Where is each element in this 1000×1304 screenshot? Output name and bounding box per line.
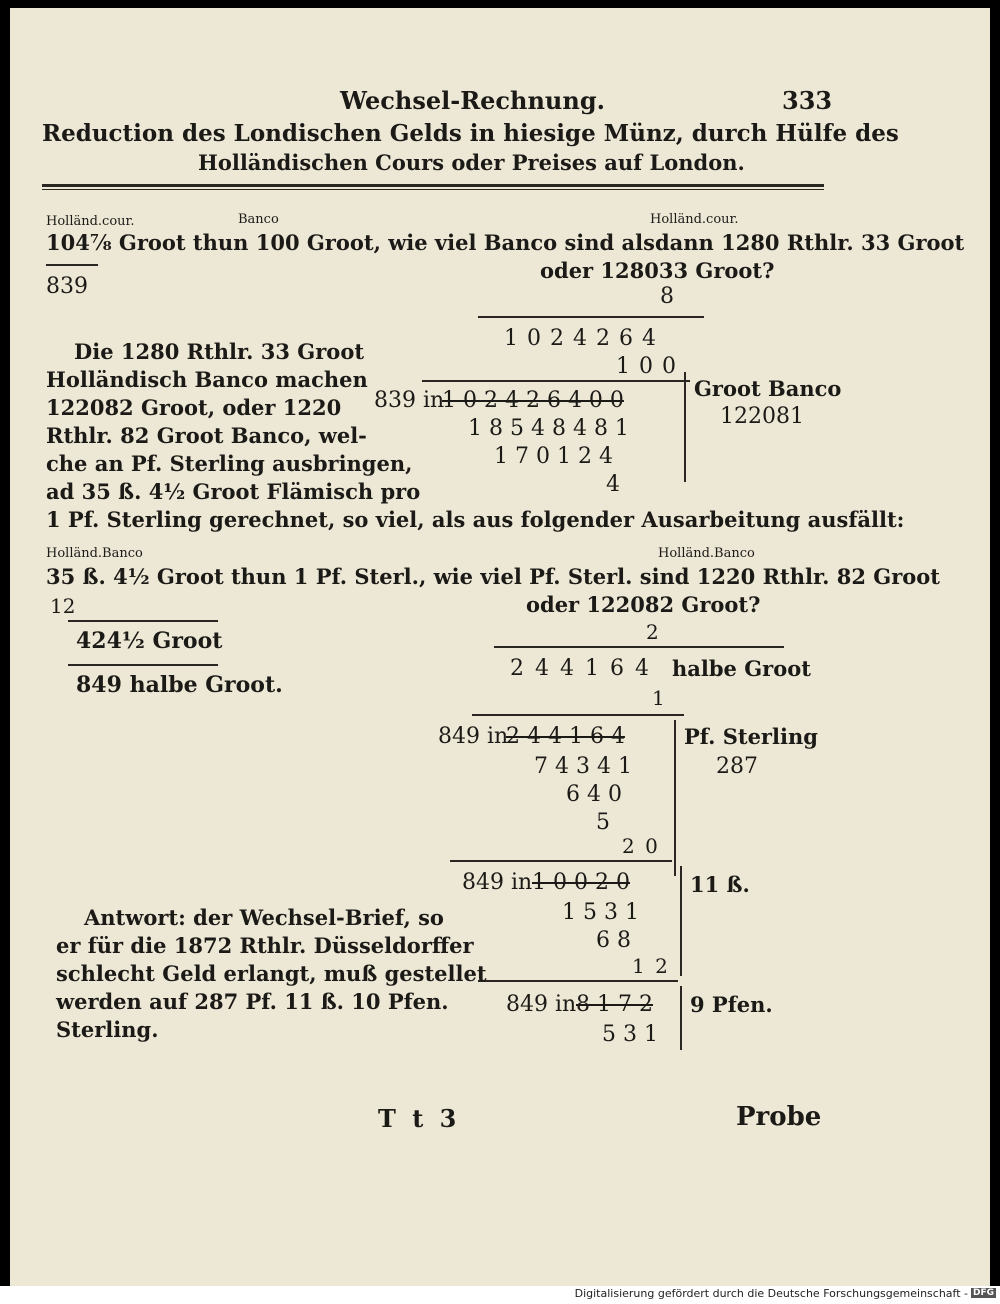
- para-line: 122082 Groot, oder 1220: [46, 395, 342, 420]
- label-hollaend-banco: Holländ.Banco: [46, 546, 143, 561]
- ex1-product: 1 0 2 4 2 6 4: [504, 326, 657, 351]
- ex2-rule-b: [68, 664, 218, 666]
- ex2-d2-row1: 1 0 0 2 0: [532, 870, 630, 895]
- ex2-d1-row3: 6 4 0: [566, 782, 622, 807]
- running-title: Wechsel-Rechnung.: [340, 86, 605, 115]
- ex2-d3-row2: 5 3 1: [602, 1022, 658, 1047]
- header-rule-thin: [42, 189, 824, 190]
- dfg-logo: DFG: [972, 1288, 994, 1298]
- ex2-product: 2 4 4 1 6 4: [510, 656, 651, 681]
- answer-line: er für die 1872 Rthlr. Düsseldorffer: [56, 933, 474, 958]
- ex2-question-cont: oder 122082 Groot?: [526, 592, 761, 617]
- ex1-div-row3: 1 7 0 1 2 4: [494, 444, 613, 469]
- ex2-twelve: 1 2: [632, 954, 670, 978]
- ex1-answer-label: Groot Banco: [694, 376, 842, 401]
- ex1-paragraph: [46, 338, 904, 534]
- ex2-question: 35 ß. 4½ Groot thun 1 Pf. Sterl., wie viel Pf. Sterl. sind 1220 Rthlr. 82 Groot: [46, 564, 940, 589]
- ex2-rule-d: [472, 714, 684, 716]
- ex1-question: 104⅞ Groot thun 100 Groot, wie viel Banco sind alsdann 1280 Rthlr. 33 Groot: [46, 230, 965, 255]
- ex2-twenty: 2 0: [622, 834, 660, 858]
- ex2-d2-prefix: 849 in: [462, 870, 533, 895]
- para-line: Die 1280 Rthlr. 33 Groot: [74, 339, 365, 364]
- label-banco: Banco: [238, 212, 279, 227]
- answer-line: Antwort: der Wechsel-Brief, so: [84, 905, 444, 930]
- para-line: ad 35 ß. 4½ Groot Flämisch pro: [46, 479, 421, 504]
- header-rule: [42, 184, 824, 187]
- ex2-bar2: [680, 866, 682, 976]
- para-line: 1 Pf. Sterling gerechnet, so viel, als aus folgender Ausarbeitung ausfällt:: [46, 507, 905, 532]
- ex2-bar1: [674, 720, 676, 876]
- para-line: Holländisch Banco machen: [46, 367, 368, 392]
- ex1-answer-value: 122081: [720, 404, 804, 429]
- para-line: che an Pf. Sterling ausbringen,: [46, 451, 413, 476]
- book-page: [10, 8, 990, 1286]
- ex2-d1-label: Pf. Sterling: [684, 724, 818, 749]
- ex2-one: 1: [652, 686, 665, 710]
- ex2-d1-row1: 2 4 4 1 6 4: [506, 724, 625, 749]
- ex1-div-row1: 1 0 2 4 2 6 4 0 0: [442, 388, 624, 413]
- ex2-sub2: 849 halbe Groot.: [76, 672, 283, 698]
- ex1-rule-left: [46, 264, 98, 266]
- ex2-mult-right: 2: [646, 620, 659, 644]
- label-hollaend-cour: Holländ.cour.: [46, 214, 135, 229]
- ex2-rule-a: [68, 620, 218, 622]
- ex2-mult-left: 12: [50, 594, 76, 618]
- ex1-question-cont: oder 128033 Groot?: [540, 258, 775, 283]
- catchword: Probe: [736, 1102, 822, 1132]
- ex1-zeros: 1 0 0: [616, 354, 677, 379]
- section-title-line1: Reduction des Londischen Gelds in hiesige Münz, durch Hülfe des: [42, 120, 899, 147]
- ex2-d1-prefix: 849 in: [438, 724, 509, 749]
- page-number: 333: [782, 86, 833, 115]
- ex1-div-row2: 1 8 5 4 8 4 8 1: [468, 416, 629, 441]
- ex1-div-row4: 4: [606, 472, 620, 497]
- ex2-sub1: 424½ Groot: [76, 628, 223, 654]
- ex1-rule-mult: [478, 316, 704, 318]
- label-hollaend-cour-right: Holländ.cour.: [650, 212, 739, 227]
- ex2-d3-label: 9 Pfen.: [690, 992, 773, 1017]
- digitization-credit: Digitalisierung gefördert durch die Deutsche Forschungsgemeinschaft -: [574, 1287, 968, 1300]
- answer-paragraph: [56, 904, 487, 1044]
- signature-mark: T t 3: [378, 1104, 461, 1133]
- ex2-d2-row2: 1 5 3 1: [562, 900, 639, 925]
- answer-line: schlecht Geld erlangt, muß gestellet: [56, 961, 487, 986]
- ex1-div-prefix: 839 in: [374, 388, 445, 413]
- ex2-rule-c: [494, 646, 784, 648]
- ex2-d3-prefix: 849 in: [506, 992, 577, 1017]
- ex2-rule-e: [450, 860, 672, 862]
- section-title-line2: Holländischen Cours oder Preises auf London.: [198, 150, 745, 175]
- ex2-product-suffix: halbe Groot: [672, 656, 811, 681]
- answer-line: werden auf 287 Pf. 11 ß. 10 Pfen.: [56, 989, 449, 1014]
- ex2-d1-row2: 7 4 3 4 1: [534, 754, 632, 779]
- label-hollaend-banco-right: Holländ.Banco: [658, 546, 755, 561]
- answer-line: Sterling.: [56, 1017, 159, 1042]
- ex2-d1-row4: 5: [596, 810, 610, 835]
- ex2-d2-label: 11 ß.: [690, 872, 750, 897]
- ex2-d3-row1: 8 1 7 2: [576, 992, 653, 1017]
- ex2-rule-f: [478, 980, 678, 982]
- ex1-result-left: 839: [46, 274, 88, 299]
- ex2-d1-value: 287: [716, 754, 758, 779]
- ex2-d2-row3: 6 8: [596, 928, 631, 953]
- digitization-footer: [0, 1286, 1000, 1304]
- ex1-multiplier: 8: [660, 284, 674, 309]
- ex2-bar3: [680, 986, 682, 1050]
- para-line: Rthlr. 82 Groot Banco, wel-: [46, 423, 367, 448]
